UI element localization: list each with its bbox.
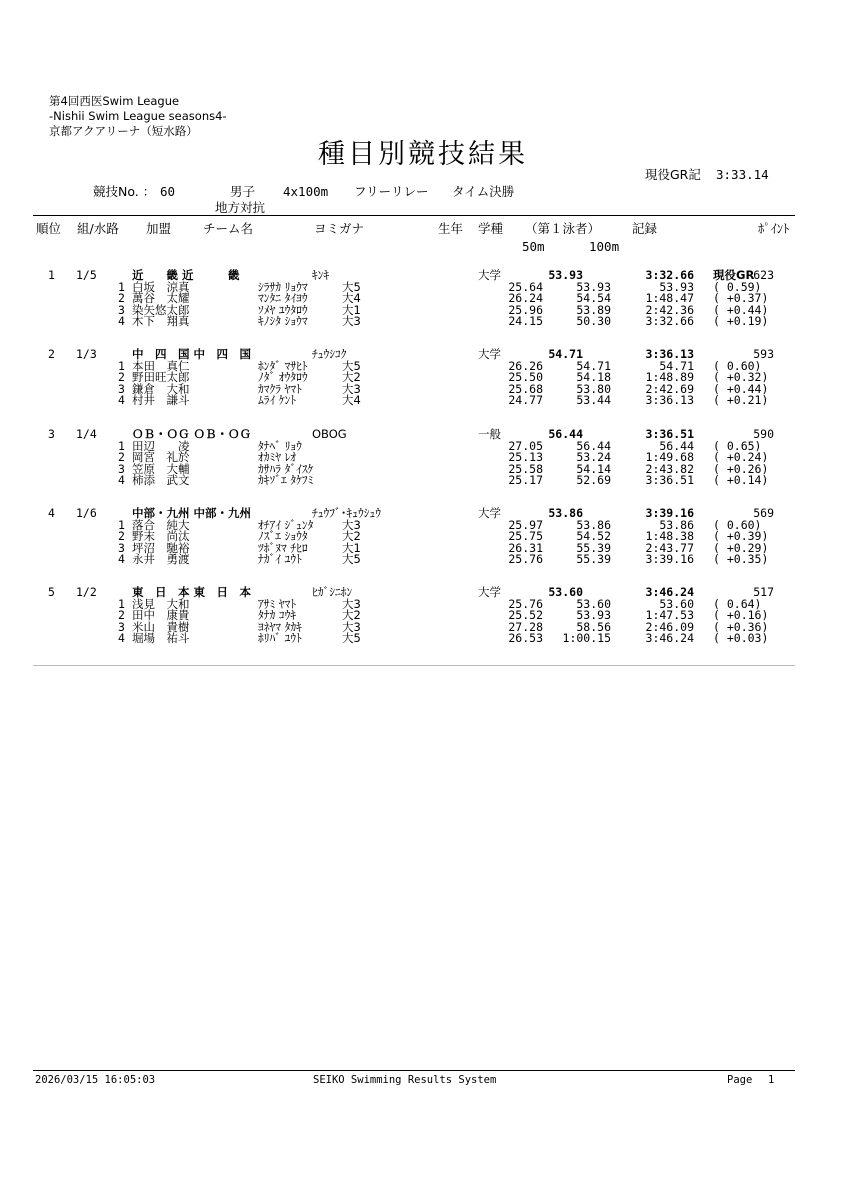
- swimmer-kana: ﾀﾅﾍﾞ ﾘｮｳ: [258, 438, 302, 453]
- swimmer-name: 木下 翔真: [132, 314, 190, 329]
- footer-system: SEIKO Swimming Results System: [313, 1074, 497, 1086]
- result-grade: 大学: [478, 506, 501, 520]
- swimmer-cumulative: 2:42.69: [645, 381, 694, 396]
- swimmer-cumulative: 53.60: [659, 596, 694, 611]
- result-heat-lane: 1/2: [76, 585, 97, 599]
- swimmer-reaction: ( 0.65): [713, 438, 762, 453]
- swimmer-kana: ｱｻﾐ ﾔﾏﾄ: [258, 596, 297, 611]
- event-type: タイム決勝: [452, 184, 515, 199]
- swimmer-year: 大5: [342, 552, 361, 567]
- result-time: 3:39.16: [645, 506, 694, 520]
- swimmer-name: 永井 勇渡: [132, 552, 190, 567]
- swimmer-kana: ｵﾁｱｲ ｼﾞｭﾝﾀ: [258, 517, 314, 532]
- event-category: 地方対抗: [215, 200, 266, 215]
- col-grade: 学種: [478, 221, 504, 236]
- result-first-leg: 54.71: [548, 347, 583, 361]
- event-gender: 男子: [230, 184, 256, 199]
- swimmer-name: 野田旺太郎: [132, 370, 190, 385]
- col-team: チーム名: [203, 221, 254, 236]
- result-team-name: 東 日 本 東 日 本: [132, 585, 252, 599]
- swimmer-reaction: ( +0.19): [713, 314, 769, 329]
- swimmer-order: 1: [118, 438, 125, 453]
- swimmer-split-100: 54.52: [576, 529, 611, 544]
- page-title: 種目別競技結果: [318, 139, 528, 170]
- swimmer-split-50: 25.52: [508, 608, 543, 623]
- swimmer-reaction: ( +0.37): [713, 291, 769, 306]
- result-rank: 5: [48, 585, 55, 599]
- col-heat: 組/水路: [77, 221, 119, 236]
- swimmer-kana: ｶｷｿﾞｴ ﾀｹﾌﾐ: [258, 473, 314, 488]
- swimmer-split-50: 26.24: [508, 291, 543, 306]
- swimmer-order: 4: [118, 314, 125, 329]
- col-kana: ヨミガナ: [314, 221, 365, 236]
- swimmer-name: 田辺 凌: [132, 438, 190, 453]
- swimmer-split-50: 26.53: [508, 631, 543, 646]
- swimmer-kana: ﾑﾗｲ ｹﾝﾄ: [258, 393, 297, 408]
- swimmer-kana: ｼﾗｻｶ ﾘｮｳﾏ: [258, 279, 308, 294]
- swimmer-cumulative: 1:48.38: [645, 529, 694, 544]
- swimmer-reaction: ( +0.44): [713, 381, 769, 396]
- result-team-kana: ﾁｭｳｼｺｸ: [312, 347, 347, 361]
- swimmer-split-50: 27.05: [508, 438, 543, 453]
- swimmer-reaction: ( +0.24): [713, 450, 769, 465]
- event-no: 60: [160, 184, 176, 199]
- swimmer-cumulative: 53.93: [659, 279, 694, 294]
- event-no-label: 競技No. ：: [93, 184, 156, 199]
- swimmer-name: 田中 康貴: [132, 608, 190, 623]
- record-label: 現役GR記: [645, 167, 701, 182]
- swimmer-kana: ﾎﾝﾀﾞ ﾏｻﾋﾄ: [258, 358, 308, 373]
- swimmer-cumulative: 2:42.36: [645, 302, 694, 317]
- result-points: 517: [753, 585, 774, 599]
- swimmer-split-50: 25.50: [508, 370, 543, 385]
- swimmer-name: 萬谷 太耀: [132, 291, 190, 306]
- col-split-50: 50m: [522, 239, 545, 254]
- result-team-kana: ﾁｭｳﾌﾞ･ｷｭｳｼｭｳ: [312, 506, 381, 520]
- result-time: 3:36.13: [645, 347, 694, 361]
- swimmer-name: 白坂 涼真: [132, 279, 190, 294]
- swimmer-kana: ｶﾏｸﾗ ﾔﾏﾄ: [258, 381, 302, 396]
- swimmer-name: 浅見 大和: [132, 596, 190, 611]
- meet-venue: 京都アクアリーナ（短水路）: [49, 124, 198, 138]
- swimmer-order: 3: [118, 302, 125, 317]
- swimmer-year: 大2: [342, 529, 361, 544]
- swimmer-split-100: 1:00.15: [562, 631, 611, 646]
- swimmer-year: 大5: [342, 631, 361, 646]
- swimmer-split-100: 56.44: [576, 438, 611, 453]
- result-team-name: 中 四 国 中 四 国: [132, 347, 252, 361]
- swimmer-name: 落合 純大: [132, 517, 190, 532]
- result-grade: 一般: [478, 427, 501, 441]
- swimmer-order: 1: [118, 596, 125, 611]
- swimmer-name: 坪沼 馳裕: [132, 540, 190, 555]
- swimmer-split-50: 24.77: [508, 393, 543, 408]
- swimmer-reaction: ( +0.29): [713, 540, 769, 555]
- footer-page-label: Page: [727, 1074, 753, 1086]
- result-team-name: ＯＢ・ＯＧ ＯＢ・ＯＧ: [132, 427, 252, 441]
- col-time: 記録: [632, 221, 658, 236]
- swimmer-order: 3: [118, 540, 125, 555]
- result-time: 3:32.66: [645, 268, 694, 282]
- swimmer-year: 大5: [342, 279, 361, 294]
- col-rank: 順位: [36, 221, 62, 236]
- swimmer-kana: ﾉﾀﾞ ｵｳﾀﾛｳ: [258, 370, 308, 385]
- swimmer-split-100: 55.39: [576, 540, 611, 555]
- swimmer-split-100: 53.89: [576, 302, 611, 317]
- swimmer-name: 岡宮 礼於: [132, 450, 190, 465]
- swimmer-name: 染矢悠太郎: [132, 302, 190, 317]
- swimmer-order: 4: [118, 631, 125, 646]
- swimmer-cumulative: 2:46.09: [645, 619, 694, 634]
- col-club: 加盟: [146, 221, 172, 236]
- swimmer-name: 米山 貴樹: [132, 619, 190, 634]
- swimmer-order: 2: [118, 608, 125, 623]
- result-heat-lane: 1/4: [76, 427, 97, 441]
- swimmer-reaction: ( 0.59): [713, 279, 762, 294]
- swimmer-year: 大3: [342, 517, 361, 532]
- swimmer-split-50: 25.96: [508, 302, 543, 317]
- swimmer-split-100: 53.93: [576, 279, 611, 294]
- swimmer-year: 大1: [342, 540, 361, 555]
- swimmer-name: 堀場 祐斗: [132, 631, 190, 646]
- swimmer-split-100: 54.18: [576, 370, 611, 385]
- swimmer-split-50: 25.64: [508, 279, 543, 294]
- results-end-divider: [33, 665, 795, 666]
- swimmer-split-100: 54.14: [576, 461, 611, 476]
- swimmer-order: 1: [118, 358, 125, 373]
- swimmer-year: 大3: [342, 314, 361, 329]
- swimmer-reaction: ( +0.21): [713, 393, 769, 408]
- result-first-leg: 53.93: [548, 268, 583, 282]
- swimmer-split-50: 25.17: [508, 473, 543, 488]
- swimmer-reaction: ( +0.32): [713, 370, 769, 385]
- swimmer-order: 4: [118, 393, 125, 408]
- result-team-kana: OBOG: [312, 427, 347, 441]
- swimmer-split-100: 50.30: [576, 314, 611, 329]
- swimmer-kana: ｿﾒﾔ ﾕｳﾀﾛｳ: [258, 302, 308, 317]
- swimmer-reaction: ( +0.16): [713, 608, 769, 623]
- swimmer-split-50: 27.28: [508, 619, 543, 634]
- swimmer-split-100: 54.54: [576, 291, 611, 306]
- swimmer-name: 本田 真仁: [132, 358, 190, 373]
- swimmer-name: 柿添 武文: [132, 473, 190, 488]
- swimmer-kana: ﾖﾈﾔﾏ ﾀｶｷ: [258, 619, 302, 634]
- result-grade: 大学: [478, 347, 501, 361]
- result-grade: 大学: [478, 268, 501, 282]
- swimmer-cumulative: 2:43.82: [645, 461, 694, 476]
- swimmer-cumulative: 1:48.47: [645, 291, 694, 306]
- swimmer-split-50: 25.76: [508, 596, 543, 611]
- swimmer-split-50: 25.68: [508, 381, 543, 396]
- swimmer-split-100: 53.24: [576, 450, 611, 465]
- swimmer-kana: ﾅｶﾞｲ ﾕｳﾄ: [258, 552, 302, 567]
- result-points: 569: [753, 506, 774, 520]
- swimmer-reaction: ( 0.60): [713, 517, 762, 532]
- result-points: 593: [753, 347, 774, 361]
- swimmer-split-100: 53.80: [576, 381, 611, 396]
- result-grade: 大学: [478, 585, 501, 599]
- swimmer-year: 大4: [342, 291, 361, 306]
- swimmer-cumulative: 3:32.66: [645, 314, 694, 329]
- swimmer-split-50: 25.75: [508, 529, 543, 544]
- swimmer-order: 3: [118, 461, 125, 476]
- result-heat-lane: 1/3: [76, 347, 97, 361]
- result-rank: 2: [48, 347, 55, 361]
- swimmer-cumulative: 1:47.53: [645, 608, 694, 623]
- footer-datetime: 2026/03/15 16:05:03: [35, 1074, 156, 1086]
- swimmer-cumulative: 1:49.68: [645, 450, 694, 465]
- header-divider: [33, 215, 795, 216]
- swimmer-cumulative: 56.44: [659, 438, 694, 453]
- col-year: 生年: [438, 221, 464, 236]
- swimmer-reaction: ( +0.26): [713, 461, 769, 476]
- swimmer-name: 村井 謙斗: [132, 393, 190, 408]
- swimmer-reaction: ( +0.39): [713, 529, 769, 544]
- result-rank: 1: [48, 268, 55, 282]
- result-team-name: 中部・九州 中部・九州: [132, 506, 252, 520]
- swimmer-year: 大4: [342, 393, 361, 408]
- result-heat-lane: 1/5: [76, 268, 97, 282]
- swimmer-reaction: ( +0.44): [713, 302, 769, 317]
- swimmer-split-50: 26.26: [508, 358, 543, 373]
- swimmer-split-100: 53.86: [576, 517, 611, 532]
- swimmer-cumulative: 2:43.77: [645, 540, 694, 555]
- swimmer-split-50: 25.76: [508, 552, 543, 567]
- meet-subtitle: -Nishii Swim League seasons4-: [49, 109, 227, 123]
- swimmer-cumulative: 3:36.51: [645, 473, 694, 488]
- swimmer-cumulative: 1:48.89: [645, 370, 694, 385]
- swimmer-kana: ﾀﾅｶ ｺｳｷ: [258, 608, 297, 623]
- col-split-100: 100m: [589, 239, 620, 254]
- swimmer-year: 大2: [342, 370, 361, 385]
- swimmer-reaction: ( 0.60): [713, 358, 762, 373]
- swimmer-kana: ﾎﾘﾊﾞ ﾕｳﾄ: [258, 631, 302, 646]
- swimmer-order: 1: [118, 517, 125, 532]
- result-heat-lane: 1/6: [76, 506, 97, 520]
- swimmer-cumulative: 3:46.24: [645, 631, 694, 646]
- swimmer-kana: ﾏﾝﾀﾆ ﾀｲﾖｳ: [258, 291, 308, 306]
- swimmer-year: 大3: [342, 596, 361, 611]
- swimmer-split-100: 54.71: [576, 358, 611, 373]
- swimmer-cumulative: 53.86: [659, 517, 694, 532]
- swimmer-kana: ﾉｽﾞｴ ｼｮｳﾀ: [258, 529, 308, 544]
- swimmer-split-100: 53.93: [576, 608, 611, 623]
- result-first-leg: 53.86: [548, 506, 583, 520]
- swimmer-kana: ｷﾉｼﾀ ｼｮｳﾏ: [258, 314, 308, 329]
- result-team-name: 近 畿 近 畿: [132, 268, 240, 282]
- col-points: ﾎﾟｲﾝﾄ: [758, 221, 790, 236]
- result-team-kana: ｷﾝｷ: [312, 268, 330, 282]
- swimmer-year: 大1: [342, 302, 361, 317]
- swimmer-year: 大3: [342, 619, 361, 634]
- swimmer-split-50: 25.13: [508, 450, 543, 465]
- result-record-mark: 現役GR: [713, 268, 755, 282]
- swimmer-reaction: ( 0.64): [713, 596, 762, 611]
- result-rank: 3: [48, 427, 55, 441]
- swimmer-order: 3: [118, 619, 125, 634]
- result-points: 623: [753, 268, 774, 282]
- swimmer-split-50: 25.58: [508, 461, 543, 476]
- swimmer-cumulative: 3:39.16: [645, 552, 694, 567]
- swimmer-cumulative: 54.71: [659, 358, 694, 373]
- swimmer-reaction: ( +0.36): [713, 619, 769, 634]
- swimmer-split-100: 52.69: [576, 473, 611, 488]
- event-stroke: フリーリレー: [354, 184, 429, 199]
- record-value: 3:33.14: [716, 167, 769, 182]
- swimmer-order: 4: [118, 473, 125, 488]
- swimmer-kana: ｵｶﾐﾔ ﾚｵ: [258, 450, 297, 465]
- swimmer-order: 3: [118, 381, 125, 396]
- result-first-leg: 56.44: [548, 427, 583, 441]
- footer-page-number: 1: [768, 1074, 775, 1086]
- result-team-kana: ﾋｶﾞｼﾆﾎﾝ: [312, 585, 353, 599]
- swimmer-cumulative: 3:36.13: [645, 393, 694, 408]
- swimmer-name: 野末 尚汰: [132, 529, 190, 544]
- swimmer-order: 1: [118, 279, 125, 294]
- swimmer-kana: ﾂﾎﾞﾇﾏ ﾁﾋﾛ: [258, 540, 308, 555]
- swimmer-name: 鎌倉 大和: [132, 381, 190, 396]
- event-distance: 4x100m: [283, 184, 329, 199]
- result-rank: 4: [48, 506, 55, 520]
- result-time: 3:36.51: [645, 427, 694, 441]
- swimmer-split-50: 24.15: [508, 314, 543, 329]
- swimmer-order: 4: [118, 552, 125, 567]
- swimmer-split-50: 26.31: [508, 540, 543, 555]
- swimmer-order: 2: [118, 450, 125, 465]
- swimmer-split-100: 55.39: [576, 552, 611, 567]
- swimmer-split-100: 58.56: [576, 619, 611, 634]
- swimmer-split-50: 25.97: [508, 517, 543, 532]
- swimmer-split-100: 53.60: [576, 596, 611, 611]
- col-first-swimmer: （第１泳者）: [525, 221, 601, 236]
- result-first-leg: 53.60: [548, 585, 583, 599]
- swimmer-order: 2: [118, 370, 125, 385]
- swimmer-year: 大2: [342, 608, 361, 623]
- footer-divider: [33, 1070, 795, 1071]
- meet-name: 第4回西医Swim League: [49, 94, 180, 108]
- swimmer-name: 笠原 大輔: [132, 461, 190, 476]
- swimmer-reaction: ( +0.35): [713, 552, 769, 567]
- swimmer-split-100: 53.44: [576, 393, 611, 408]
- result-time: 3:46.24: [645, 585, 694, 599]
- swimmer-year: 大3: [342, 381, 361, 396]
- swimmer-reaction: ( +0.14): [713, 473, 769, 488]
- swimmer-order: 2: [118, 291, 125, 306]
- swimmer-order: 2: [118, 529, 125, 544]
- result-points: 590: [753, 427, 774, 441]
- swimmer-year: 大5: [342, 358, 361, 373]
- swimmer-kana: ｶｻﾊﾗ ﾀﾞｲｽｹ: [258, 461, 314, 476]
- swimmer-reaction: ( +0.03): [713, 631, 769, 646]
